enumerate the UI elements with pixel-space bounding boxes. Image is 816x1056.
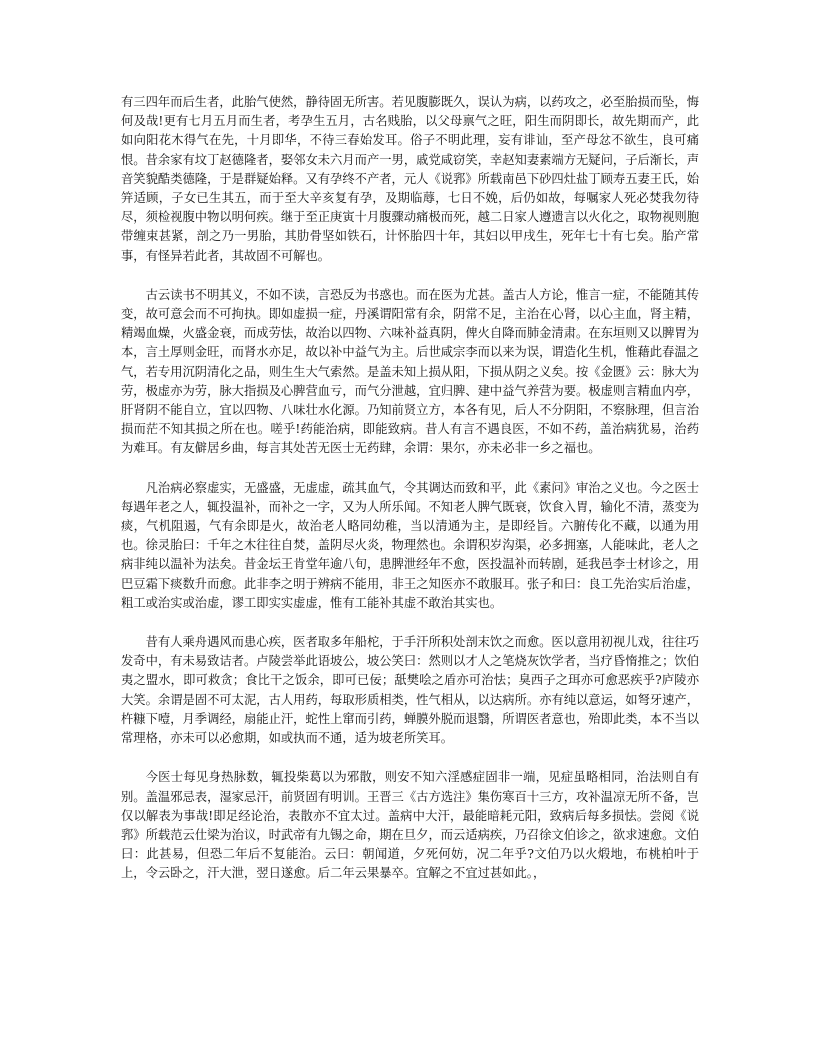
paragraph-1: 有三四年而后生者，此胎气使然，静待固无所害。若见腹膨既久，误认为病，以药攻之，必至胎损而坠，悔何及哉!更有七月五月而生者，考孕生五月，古名贱胎，以父母禀气之旺，阳生而阴即长，故先期而产，此如向阳花木得气在先，十月即华，不待三春始发耳。俗子不明此理，妄有诽讪，至产母忿不欲生，良可痛恨。昔余家有坟丁赵德隆者，娶邻女未六月而产一男，戚党咸窃笑，幸赵知妻素端方无疑问，子后渐长，声音笑貌酷类德隆，于是群疑始释。又有孕终不产者，元人《说郛》所载南邑下砂四灶盐丁顾寿五妻王氏，始笄适顾，子女已生其五，而于至大辛亥复有孕，及期临蓐，七日不娩，后仍如故，每嘱家人死必焚我勿待尽，须检视腹中物以明何疾。继于至正庚寅十月腹骤动痛极而死，越二日家人遵遗言以火化之，取物视则胞带缠束甚紧，剖之乃一男胎，其肋骨坚如铁石，计怀胎四十年，其妇以甲戌生，死年七十有七矣。胎产常事，有怪异若此者，其故固不可解也。 <box>121 95 699 263</box>
paragraph-4: 昔有人乘舟遇风而患心疾，医者取多年船柁，于手汗所积处剖末饮之而愈。医以意用初视儿戏，往往巧发奇中，有未易致诘者。卢陵尝举此语坡公，坡公笑曰：然则以才人之笔烧灰饮学者，当疗昏惰推之；饮伯夷之盟水，即可救贪；食比干之饭余，即可已佞；舐樊哙之盾亦可治怯；臭西子之珥亦可愈恶疾乎?庐陵亦大笑。余谓是固不可太泥，古人用药，每取形质相类，性气相从，以达病所。亦有纯以意运，如弩牙速产，杵糠下噎，月季调经，扇能止汗，蛇性上窜而引药，蝉膜外脱而退翳，所谓医者意也，殆即此类，本不当以常理格，亦未可以必愈期，如或执而不通，适为坡老所笑耳。 <box>121 635 699 746</box>
paragraph-5: 今医士每见身热脉数，辄投柴葛以为邪散，则安不知六淫感症固非一端，见症虽略相同，治法则自有别。盖温邪忌表，湿家忌汗，前贤固有明训。王晋三《古方选注》集伤寒百十三方，攻补温凉无所不备，岂仅以解表为事哉!即足经论治，表散亦不宜太过。盖病中大汗，最能暗耗元阳，致病后每多损怯。尝阅《说郛》所载范云仕梁为治议，时武帝有九锡之命，期在旦夕，而云适病疾，乃召徐文伯诊之，欲求速愈。文伯曰：此甚易，但恐二年后不复能治。云曰：朝闻道，夕死何妨，况二年乎?文伯乃以火煅地，布桃柏叶于上，令云卧之，汗大泄，翌日遂愈。后二年云果暴卒。宜解之不宜过甚如此。， <box>121 770 699 881</box>
paragraph-3: 凡治病必察虚实，无盛盛，无虚虚，疏其血气，令其调达而致和平，此《素问》审治之义也。今之医士每遇年老之人，辄投温补，而补之一字，又为人所乐闻。不知老人脾气既衰，饮食入胃，输化不清，蒸变为痰，气机阻遏，气有余即是火，故治老人略同幼稚，当以清通为主，是即经旨。六腑传化不藏，以通为用也。徐灵胎曰：千年之木往往自焚，盖阴尽火炎，物理然也。余谓积岁沟渠，必多拥塞，人能味此，老人之病非纯以温补为法矣。昔金坛王肯堂年逾八旬，患脾泄经年不愈，医投温补而转剧，延我邑李士材诊之，用巴豆霜下痰数升而愈。此非李之明于辨病不能用，非王之知医亦不敢服耳。张子和曰：良工先治实后治虚，粗工或治实或治虚，谬工即实实虚虚，惟有工能补其虚不敢治其实也。 <box>121 480 699 610</box>
paragraph-2: 古云读书不明其义，不如不读，言恐反为书惑也。而在医为尤甚。盖古人方论，惟言一症，不能随其传变，故可意会而不可拘执。即如虚损一症，丹溪谓阳常有余，阴常不足，主治在心肾，以心主血，肾主精，精竭血燥，火盛金衰，而成劳怯，故治以四物、六味补益真阴，俾火自降而肺金清肃。在东垣则又以脾胃为本，言土厚则金旺，而肾水亦足，故以补中益气为主。后世咸宗李而以来为误，谓造化生机，惟藉此春温之气，若专用沉阴清化之品，则生生大气索然。是盖未知上损从阳，下损从阴之义矣。按《金匮》云：脉大为劳，极虚亦为劳，脉大指损及心脾营血亏，而气分泄越，宜归脾、建中益气养营为要。极虚则言精血内亭，肝肾阴不能自立，宜以四物、八味壮水化源。乃知前贤立方，本各有见，后人不分阴阳，不察脉理，但言治损而茫不知其损之所在也。嗟乎!药能治病，即能致病。昔人有言不遇良医，不如不药，盖治病犹易，治药为难耳。有友僻居乡曲，每言其处苦无医士无药肆，余谓：果尔，亦未必非一乡之福也。 <box>121 287 699 456</box>
document-page <box>121 93 699 904</box>
